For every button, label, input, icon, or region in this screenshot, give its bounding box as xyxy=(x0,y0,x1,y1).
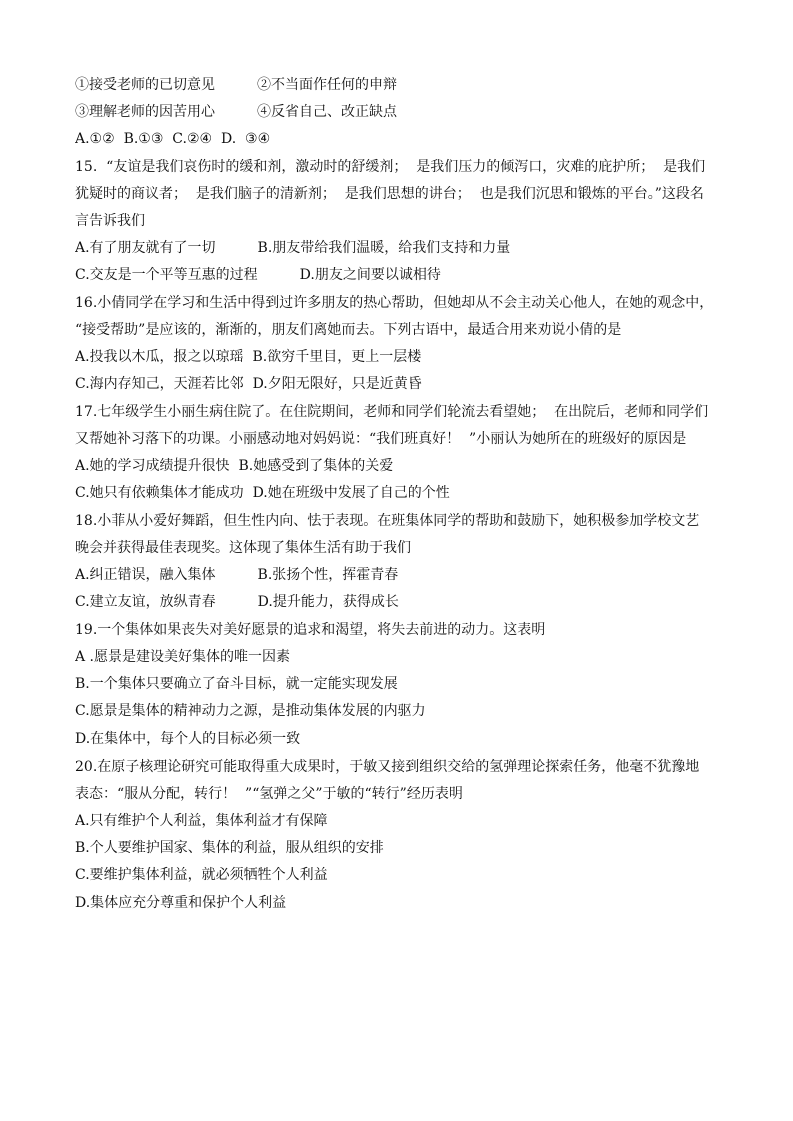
question-19-text: 19.一个集体如果丧失对美好愿景的追求和渴望，将失去前进的动力。这表明 xyxy=(75,622,546,638)
question-20-text: 20.在原子核理论研究可能取得重大成果时，于敏又接到组织交给的氢弹理论探索任务，他毫不犹豫地 xyxy=(75,759,700,775)
question-20-text: 表态：“服从分配，转行！ ”“氢弹之父”于敏的“转行”经历表明 xyxy=(75,786,463,802)
question-15-text: 犹疑时的商议者； 是我们脑子的清新剂； 是我们思想的讲台； 也是我们沉思和锻炼的平台。”这段名 xyxy=(75,186,704,202)
answer-option-b: B.一个集体只要确立了奋斗目标，就一定能实现发展 xyxy=(75,676,398,692)
answer-option-d: D.集体应充分尊重和保护个人利益 xyxy=(75,895,287,911)
answer-choices: A.有了朋友就有了一切 B.朋友带给我们温暖，给我们支持和力量 xyxy=(75,240,511,256)
option-line: ①接受老师的已切意见 ②不当面作任何的申辩 xyxy=(75,77,397,93)
answer-option-c: C.要维护集体利益，就必须牺牲个人利益 xyxy=(75,867,328,883)
option-line: ③理解老师的因苦用心 ④反省自己、改正缺点 xyxy=(75,104,397,120)
question-17-text: 17.七年级学生小丽生病住院了。在住院期间，老师和同学们轮流去看望她； 在出院后，老师和同学们 xyxy=(75,404,709,420)
answer-choices: C.建立友谊，放纵青春 D.提升能力，获得成长 xyxy=(75,594,399,610)
question-15-text: 15. “友谊是我们哀伤时的缓和剂，激动时的舒缓剂； 是我们压力的倾泻口，灾难的庇护所； 是我们 xyxy=(75,159,706,175)
answer-choices: C.交友是一个平等互惠的过程 D.朋友之间要以诚相待 xyxy=(75,267,441,283)
answer-option-a: A .愿景是建设美好集体的唯一因素 xyxy=(75,649,291,665)
answer-option-d: D.在集体中，每个人的目标必须一致 xyxy=(75,731,301,747)
answer-choices: A.她的学习成绩提升很快 B.她感受到了集体的关爱 xyxy=(75,458,394,474)
answer-option-b: B.个人要维护国家、集体的利益，服从组织的安排 xyxy=(75,840,384,856)
answer-option-c: C.愿景是集体的精神动力之源，是推动集体发展的内驱力 xyxy=(75,703,426,719)
answer-choices: A.①② B.①③ C.②④ D. ③④ xyxy=(75,131,271,147)
question-16-text: 16.小倩同学在学习和生活中得到过许多朋友的热心帮助，但她却从不会主动关心他人，在她的观念中， xyxy=(75,295,714,311)
answer-choices: A.纠正错误，融入集体 B.张扬个性，挥霍青春 xyxy=(75,567,399,583)
question-16-text: “接受帮助”是应该的，渐渐的，朋友们离她而去。下列古语中，最适合用来劝说小倩的是 xyxy=(75,322,622,338)
question-18-text: 晚会并获得最佳表现奖。这体现了集体生活有助于我们 xyxy=(75,540,411,556)
answer-choices: C.海内存知己，天涯若比邻 D.夕阳无限好，只是近黄昏 xyxy=(75,376,422,392)
answer-choices: A.投我以木瓜，报之以琼瑶 B.欲穷千里目，更上一层楼 xyxy=(75,349,422,365)
question-17-text: 又帮她补习落下的功课。小丽感动地对妈妈说：“我们班真好！ ”小丽认为她所在的班级好的原因是 xyxy=(75,431,687,447)
answer-option-a: A.只有维护个人利益，集体利益才有保障 xyxy=(75,813,328,829)
question-15-text: 言告诉我们 xyxy=(75,213,145,229)
question-18-text: 18.小菲从小爱好舞蹈，但生性内向、怯于表现。在班集体同学的帮助和鼓励下，她积极参加学校文艺 xyxy=(75,513,700,529)
answer-choices: C.她只有依赖集体才能成功 D.她在班级中发展了自己的个性 xyxy=(75,485,450,501)
